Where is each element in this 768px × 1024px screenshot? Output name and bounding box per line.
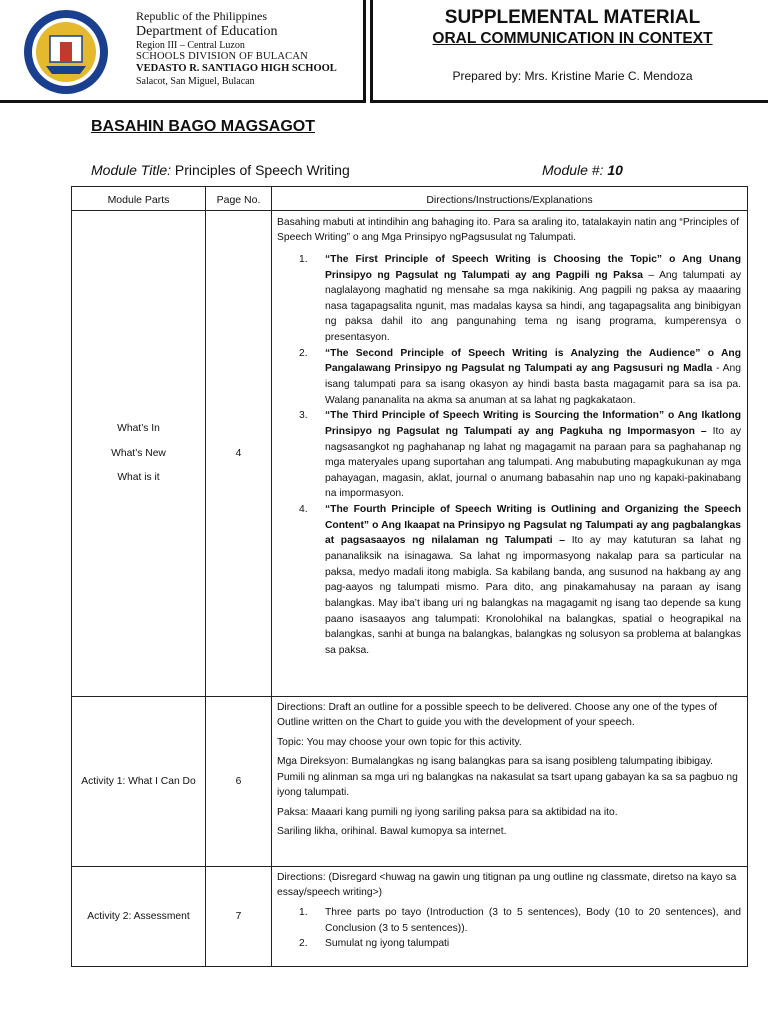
subject-title: ORAL COMMUNICATION IN CONTEXT bbox=[432, 30, 713, 47]
table-row bbox=[72, 211, 748, 697]
module-number-label: Module #: bbox=[542, 162, 604, 178]
table-row bbox=[72, 697, 748, 867]
header-page-no: Page No. bbox=[206, 187, 272, 211]
page-no-cell: 4 bbox=[206, 211, 272, 697]
module-parts-cell bbox=[72, 211, 206, 697]
page-no-cell: 7 bbox=[206, 867, 272, 967]
prepared-by: Prepared by: Mrs. Kristine Marie C. Mendoza bbox=[452, 69, 693, 83]
list-item: 4. “The Fourth Principle of Speech Writing is Outlining and Organizing the Speech Content” o Ang Ikaapat na Prinsipyo ng Pagsulat ng Talumpati ay ang pagbalangkas at pagsasaayos ng nilalaman ng Talumpati – Ito ay may katuturan sa lahat ng pananaliksik na isinagawa. Sa lahat ng impormasyong nakalap para sa particular na paksa, medyo madali itong mabigla. Sa kabilang banda, ang susunod na hakbang ay ang pag-aayos ng talumpati mismo. Para dito, ang pinakamahusay na paraan ay isang balangkas. May iba’t ibang uri ng balangkas na magagamit ng isang tao depende sa kung paano isasaayos ang talumpati: Kronolohikal na balangkas, spatial o heograpikal na balangkas, sanhi at bunga na balangkas, balangkas ng solusyon sa problema at balangkas sa paksa. bbox=[299, 504, 741, 656]
part-what-is-it: What is it bbox=[117, 472, 160, 484]
table-row bbox=[72, 867, 748, 967]
module-title bbox=[91, 162, 350, 178]
division-label: SCHOOLS DIVISION OF BULACAN bbox=[136, 51, 308, 63]
list-item: 3. “The Third Principle of Speech Writing is Sourcing the Information” o Ang Ikatlong Prinsipyo ng Pagsulat ng Talumpati ay ang Pagkuha ng Impormasyon – Ito ay nagsasangkot ng paghahanap ng lahat ng magagamit na paraan para sa paghahanap ng mga materyales upang suportahan ang talumpati. Ang mabubuting mapagkukunan ay mga pahayagan, magasin, aklat, journal o anumang babasahin nap uno ng kapaki-pakinabang na impormasyon. bbox=[299, 410, 742, 500]
module-number-value: 10 bbox=[607, 162, 623, 178]
material-title: SUPPLEMENTAL MATERIAL bbox=[444, 7, 701, 28]
header-module-parts: Module Parts bbox=[72, 187, 206, 211]
school-address: Salacot, San Miguel, Bulacan bbox=[136, 75, 255, 87]
school-name: VEDASTO R. SANTIAGO HIGH SCHOOL bbox=[136, 63, 337, 75]
list-item: 1. Three parts po tayo (Introduction (3 to 5 sentences), Body (10 to 20 sentences), and Conclusion (3 to 5 sentences)). bbox=[299, 906, 741, 934]
assessment-directions: Directions: (Disregard <huwag na gawin ung titignan pa ung outline ng classmate, diretso na kayo sa essay/speech writing>) bbox=[277, 872, 737, 899]
section-title: BASAHIN BAGO MAGSAGOT bbox=[91, 118, 315, 135]
page-no-cell: 6 bbox=[206, 697, 272, 867]
school-seal-logo bbox=[22, 8, 110, 96]
module-title-label: Module Title: bbox=[91, 162, 172, 178]
module-parts-cell: Activity 1: What I Can Do bbox=[72, 697, 206, 867]
module-title-value: Principles of Speech Writing bbox=[174, 162, 350, 178]
note-text: Sariling likha, orihinal. Bawal kumopya sa internet. bbox=[277, 826, 507, 838]
table-header-row bbox=[72, 187, 748, 211]
module-number bbox=[542, 162, 623, 178]
list-item: 2. “The Second Principle of Speech Writing is Analyzing the Audience” o Ang Pangalawang Prinsipyo ng Pagsulat ng Talumpati ay ang Pagsusuri ng Madla - Ang isang talumpati para sa isang okasyon ay hindi basta basta magagamit para sa isa pa. Walang pananalita na akma sa anuman at sa lahat ng pagkakataon. bbox=[299, 347, 741, 406]
paksa-text: Paksa: Maaari kang pumili ng iyong sariling paksa para sa aktibidad na ito. bbox=[277, 806, 618, 818]
header-directions: Directions/Instructions/Explanations bbox=[272, 187, 748, 211]
region-label: Region III – Central Luzon bbox=[136, 39, 245, 51]
mga-direksyon-text: Mga Direksyon: Bumalangkas ng isang balangkas para sa isang posibleng talumpating ibibigay. Pumili ng alinman sa mga uri ng balangkas na nakasulat sa tsart upang gabayan ka sa sa pagbuo ng iyong talumpati. bbox=[277, 756, 738, 799]
part-whats-new: What’s New bbox=[111, 447, 166, 459]
directions-cell bbox=[272, 211, 748, 697]
intro-text: Basahing mabuti at intindihin ang bahaging ito. Para sa araling ito, tatalakayin natin ang “Principles of Speech Writing” o ang Mga Prinsipyo ngPagsusulat ng Talumpati. bbox=[277, 217, 739, 244]
module-table bbox=[71, 186, 748, 967]
directions-cell bbox=[272, 867, 748, 967]
department-label: Department of Education bbox=[136, 23, 278, 39]
material-header bbox=[370, 0, 768, 103]
module-parts-cell: Activity 2: Assessment bbox=[72, 867, 206, 967]
list-item: 1. “The First Principle of Speech Writing is Choosing the Topic” o Ang Unang Prinsipyo ng Pagsulat ng Talumpati ay ang Pagpili ng Paksa – Ang talumpati ay naglalayong maghatid ng mensahe sa mga nakikinig. Ang pagpili ng paksa ay maaaring nasa tagapagsalita ngunit, mas madalas kaysa sa hindi, ang tagapagsalita ang binibigyan ng paksa dahil ito ang pangunahing tema ng isang programa, kumperensya o presentasyon. bbox=[299, 253, 741, 344]
deped-heading bbox=[136, 10, 337, 87]
school-header bbox=[0, 0, 366, 103]
assessment-list bbox=[277, 905, 741, 952]
directions-cell bbox=[272, 697, 748, 867]
topic-text: Topic: You may choose your own topic for this activity. bbox=[277, 736, 522, 748]
directions-text: Directions: Draft an outline for a possible speech to be delivered. Choose any one of the types of Outline written on the Chart to guide you with the development of your speech. bbox=[277, 702, 718, 729]
principles-list bbox=[277, 252, 741, 659]
list-item: 2. Sumulat ng iyong talumpati bbox=[299, 938, 450, 950]
part-whats-in: What’s In bbox=[117, 422, 160, 434]
republic-label: Republic of the Philippines bbox=[136, 9, 267, 23]
